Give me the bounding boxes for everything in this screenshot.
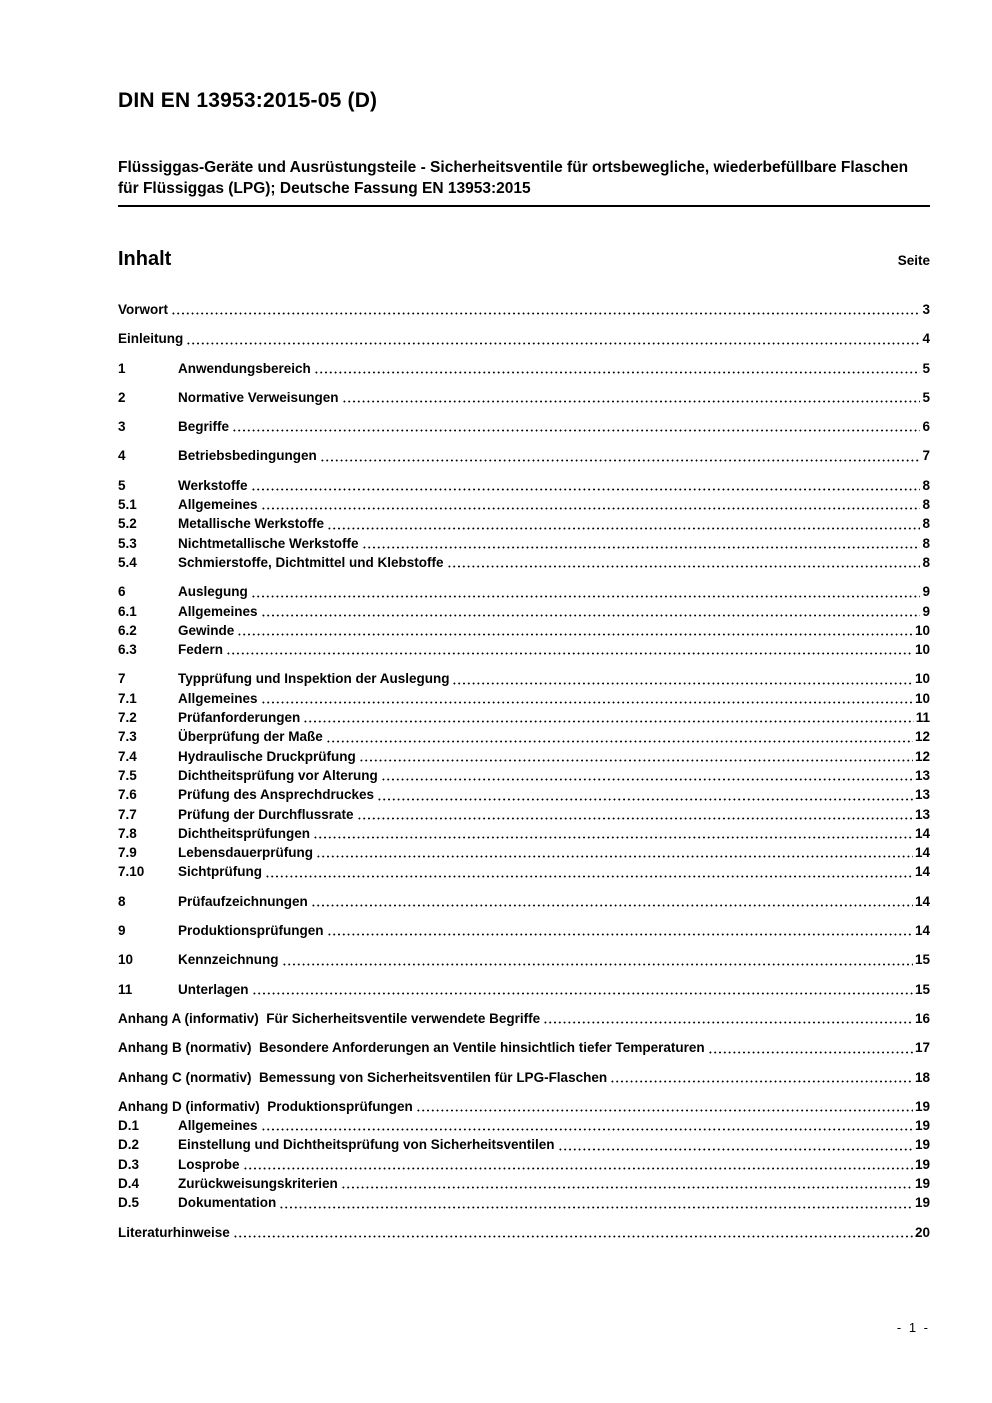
dot-leader [303, 708, 913, 727]
dot-leader [381, 766, 913, 785]
toc-entry-page-number: 8 [922, 535, 930, 551]
toc-entry-title: Allgemeines [178, 603, 258, 619]
toc-entry [118, 329, 930, 348]
toc-group [118, 1068, 930, 1087]
toc-entry-number: 7.9 [118, 845, 137, 861]
toc-entry-number: 5.2 [118, 516, 137, 532]
toc-entry-title: Begriffe [178, 419, 230, 435]
toc-entry-page-number: 15 [914, 981, 930, 997]
dot-leader [233, 1223, 913, 1242]
dot-leader [543, 1009, 913, 1028]
toc-group [118, 300, 930, 319]
toc-entry [118, 1068, 930, 1087]
toc-entry-title: Anhang B (normativ) Besondere Anforderungen an Ventile hinsichtlich tiefer Temperaturen [118, 1040, 705, 1056]
toc-entry-number: 3 [118, 419, 126, 435]
toc-entry-page-number: 13 [914, 806, 930, 822]
toc-entry-title: Anwendungsbereich [178, 360, 311, 376]
footer-page-number: - 1 - [896, 1320, 930, 1335]
toc-entry-title: Allgemeines [178, 1118, 258, 1134]
toc-entry [118, 476, 930, 495]
toc-entry-title: Prüfung des Ansprechdruckes [178, 787, 375, 803]
toc-entry-page-number: 19 [914, 1118, 930, 1134]
dot-leader [313, 824, 913, 843]
toc-entry-number: 7.3 [118, 729, 137, 745]
toc-entry-page-number: 8 [922, 477, 930, 493]
toc-group [118, 476, 930, 572]
toc-entry-number: 4 [118, 448, 126, 464]
toc-group [118, 1038, 930, 1057]
toc-entry-page-number: 15 [914, 952, 930, 968]
toc-entry-title: Federn [178, 642, 224, 658]
document-content [118, 0, 930, 1252]
toc-entry [118, 359, 930, 378]
toc-entry-number: 7.6 [118, 787, 137, 803]
dot-leader [279, 1193, 913, 1212]
dot-leader [341, 1174, 913, 1193]
dot-leader [447, 553, 921, 572]
toc-entry-page-number: 10 [914, 622, 930, 638]
dot-leader [261, 602, 921, 621]
toc-entry-page-number: 12 [914, 748, 930, 764]
toc-entry-page-number: 5 [922, 389, 930, 405]
dot-leader [186, 329, 920, 348]
toc-entry-title: Betriebsbedingungen [178, 448, 317, 464]
toc-entry [118, 892, 930, 911]
toc-entry-number: 10 [118, 952, 134, 968]
toc-entry [118, 747, 930, 766]
toc-entry-page-number: 10 [914, 642, 930, 658]
dot-leader [314, 359, 921, 378]
toc-entry-title: Hydraulische Druckprüfung [178, 748, 356, 764]
toc-entry [118, 621, 930, 640]
dot-leader [282, 950, 913, 969]
toc-entry [118, 582, 930, 601]
toc-entry-number: 2 [118, 389, 126, 405]
dot-leader [251, 476, 921, 495]
toc-entry-title: Kennzeichnung [178, 952, 279, 968]
toc-entry-page-number: 17 [914, 1040, 930, 1056]
toc-entry-page-number: 10 [914, 671, 930, 687]
dot-leader [261, 1116, 913, 1135]
toc-entry-page-number: 14 [914, 893, 930, 909]
toc-entry [118, 669, 930, 688]
toc-group [118, 446, 930, 465]
toc-entry-title: Metallische Werkstoffe [178, 516, 325, 532]
toc-entry [118, 950, 930, 969]
toc-entry [118, 1174, 930, 1193]
toc-group [118, 1009, 930, 1028]
toc-entry-page-number: 9 [922, 603, 930, 619]
toc-entry-page-number: 11 [915, 710, 930, 726]
toc-entry-page-number: 19 [914, 1098, 930, 1114]
toc-entry-title: Einstellung und Dichtheitsprüfung von Sicherheitsventilen [178, 1137, 555, 1153]
toc-entry [118, 1038, 930, 1057]
toc-entry [118, 534, 930, 553]
toc-entry-title: Lebensdauerprüfung [178, 845, 314, 861]
toc-entry-title: Anhang D (informativ) Produktionsprüfungen [118, 1098, 413, 1114]
toc-entry [118, 785, 930, 804]
toc-entry-number: 7 [118, 671, 126, 687]
toc-entry-page-number: 9 [922, 584, 930, 600]
toc-entry-title: Typprüfung und Inspektion der Auslegung [178, 671, 450, 687]
toc-entry-title: Prüfung der Durchflussrate [178, 806, 354, 822]
toc-group [118, 980, 930, 999]
dot-leader [232, 417, 920, 436]
toc-entry-number: 5.3 [118, 535, 137, 551]
toc-entry-page-number: 14 [914, 825, 930, 841]
toc-entry-title: Nichtmetallische Werkstoffe [178, 535, 359, 551]
dot-leader [226, 640, 913, 659]
toc-entry-page-number: 14 [914, 923, 930, 939]
document-subtitle: Flüssiggas-Geräte und Ausrüstungsteile - Sicherheitsventile für ortsbewegliche, wiederbefüllbare Flaschen für Flüssiggas (LPG); Deutsche Fassung EN 13953:2015 [118, 157, 930, 207]
toc-entry [118, 843, 930, 862]
toc-group [118, 921, 930, 940]
toc-entry-page-number: 8 [922, 497, 930, 513]
toc-group [118, 582, 930, 659]
dot-leader [452, 669, 912, 688]
toc-entry-title: Schmierstoffe, Dichtmittel und Klebstoffe [178, 554, 444, 570]
toc-entry [118, 1193, 930, 1212]
toc-entry [118, 824, 930, 843]
toc-entry [118, 640, 930, 659]
toc-entry-title: Normative Verweisungen [178, 389, 339, 405]
dot-leader [237, 621, 913, 640]
toc-entry-number: 7.8 [118, 825, 137, 841]
toc-group [118, 359, 930, 378]
toc-entry-number: 6.2 [118, 622, 137, 638]
toc-entry-page-number: 18 [914, 1069, 930, 1085]
toc-entry-number: 6.3 [118, 642, 137, 658]
dot-leader [416, 1097, 913, 1116]
toc-entry-page-number: 16 [914, 1010, 930, 1026]
toc-entry-page-number: 7 [922, 448, 930, 464]
toc-group [118, 329, 930, 348]
toc-entry-page-number: 20 [914, 1224, 930, 1240]
toc-entry [118, 921, 930, 940]
toc-entry [118, 1135, 930, 1154]
toc-entry-title: Anhang A (informativ) Für Sicherheitsventile verwendete Begriffe [118, 1010, 541, 1026]
dot-leader [342, 388, 921, 407]
toc-group [118, 417, 930, 436]
toc-list [118, 300, 930, 1242]
toc-entry-number: 7.7 [118, 806, 137, 822]
toc-group [118, 950, 930, 969]
toc-entry-title: Auslegung [178, 584, 248, 600]
toc-entry-page-number: 6 [922, 419, 930, 435]
toc-entry-number: D.2 [118, 1137, 140, 1153]
dot-leader [359, 747, 913, 766]
toc-entry [118, 766, 930, 785]
dot-leader [261, 495, 921, 514]
toc-entry-title: Produktionsprüfungen [178, 923, 324, 939]
toc-entry [118, 1116, 930, 1135]
dot-leader [327, 921, 913, 940]
toc-entry-title: Zurückweisungskriterien [178, 1175, 338, 1191]
toc-group [118, 1223, 930, 1242]
document-code-title: DIN EN 13953:2015-05 (D) [118, 89, 378, 112]
toc-entry-number: 8 [118, 893, 126, 909]
toc-entry-title: Vorwort [118, 302, 168, 317]
toc-entry-title: Werkstoffe [178, 477, 248, 493]
dot-leader [171, 300, 920, 319]
toc-entry [118, 1155, 930, 1174]
toc-entry [118, 980, 930, 999]
toc-entry-title: Losprobe [178, 1156, 240, 1172]
dot-leader [311, 892, 913, 911]
toc-entry-page-number: 13 [914, 767, 930, 783]
toc-entry-title: Überprüfung der Maße [178, 729, 323, 745]
toc-entry-title: Prüfaufzeichnungen [178, 893, 308, 909]
toc-entry-page-number: 19 [914, 1175, 930, 1191]
toc-entry-title: Gewinde [178, 622, 235, 638]
toc-entry [118, 689, 930, 708]
toc-entry [118, 446, 930, 465]
toc-entry [118, 602, 930, 621]
toc-entry-number: D.4 [118, 1175, 140, 1191]
toc-entry [118, 862, 930, 881]
toc-entry [118, 805, 930, 824]
toc-entry [118, 553, 930, 572]
toc-entry-page-number: 19 [914, 1156, 930, 1172]
toc-entry [118, 417, 930, 436]
toc-entry-title: Sichtprüfung [178, 864, 262, 880]
toc-entry-page-number: 19 [914, 1195, 930, 1211]
toc-entry-number: 7.2 [118, 710, 137, 726]
toc-entry-number: 1 [118, 360, 126, 376]
toc-entry-number: 7.5 [118, 767, 137, 783]
toc-entry-number: 7.1 [118, 690, 137, 706]
toc-entry [118, 708, 930, 727]
dot-leader [377, 785, 913, 804]
toc-entry-title: Dichtheitsprüfung vor Alterung [178, 767, 378, 783]
toc-entry [118, 1097, 930, 1116]
toc-entry [118, 1009, 930, 1028]
toc-group [118, 892, 930, 911]
dot-leader [362, 534, 921, 553]
dot-leader [316, 843, 913, 862]
dot-leader [243, 1155, 913, 1174]
toc-entry-number: 5.4 [118, 554, 137, 570]
toc-entry-number: 7.4 [118, 748, 137, 764]
toc-entry-title: Unterlagen [178, 981, 249, 997]
dot-leader [320, 446, 921, 465]
toc-entry-page-number: 8 [922, 516, 930, 532]
toc-entry-title: Dichtheitsprüfungen [178, 825, 310, 841]
dot-leader [251, 582, 921, 601]
toc-entry-number: 5.1 [118, 497, 137, 513]
dot-leader [708, 1038, 913, 1057]
toc-entry [118, 727, 930, 746]
toc-entry [118, 388, 930, 407]
toc-entry-title: Anhang C (normativ) Bemessung von Sicherheitsventilen für LPG-Flaschen [118, 1069, 608, 1085]
toc-entry-page-number: 19 [914, 1137, 930, 1153]
toc-group [118, 1097, 930, 1213]
toc-entry-number: D.1 [118, 1118, 140, 1134]
toc-entry-number: 6 [118, 584, 126, 600]
toc-header-row [118, 247, 930, 271]
toc-entry-title: Allgemeines [178, 497, 258, 513]
dot-leader [357, 805, 913, 824]
toc-entry-number: 7.10 [118, 864, 145, 880]
toc-entry-title: Einleitung [118, 331, 184, 347]
toc-entry-page-number: 8 [922, 554, 930, 570]
dot-leader [261, 689, 913, 708]
toc-entry-page-number: 4 [922, 331, 930, 347]
toc-entry [118, 514, 930, 533]
toc-entry [118, 300, 930, 319]
toc-heading: Inhalt [118, 248, 172, 270]
toc-group [118, 669, 930, 881]
toc-entry-title: Dokumentation [178, 1195, 277, 1211]
toc-entry-number: D.5 [118, 1195, 140, 1211]
toc-entry-number: 9 [118, 923, 126, 939]
dot-leader [558, 1135, 913, 1154]
dot-leader [327, 514, 920, 533]
toc-entry-number: 11 [118, 981, 133, 997]
toc-page-column-label: Seite [897, 253, 930, 268]
toc-entry-page-number: 5 [922, 360, 930, 376]
toc-entry-title: Prüfanforderungen [178, 710, 301, 726]
toc-group [118, 388, 930, 407]
toc-entry-page-number: 12 [914, 729, 930, 745]
toc-entry-page-number: 14 [914, 864, 930, 880]
toc-entry-number: 5 [118, 477, 126, 493]
dot-leader [326, 727, 913, 746]
toc-entry-page-number: 3 [922, 302, 930, 317]
toc-entry-page-number: 10 [914, 690, 930, 706]
dot-leader [252, 980, 913, 999]
dot-leader [610, 1068, 913, 1087]
toc-entry-page-number: 13 [914, 787, 930, 803]
toc-entry [118, 1223, 930, 1242]
toc-entry [118, 495, 930, 514]
toc-entry-title: Literaturhinweise [118, 1224, 230, 1240]
toc-entry-page-number: 14 [914, 845, 930, 861]
toc-entry-title: Allgemeines [178, 690, 258, 706]
dot-leader [265, 862, 913, 881]
toc-entry-number: D.3 [118, 1156, 140, 1172]
toc-entry-number: 6.1 [118, 603, 137, 619]
